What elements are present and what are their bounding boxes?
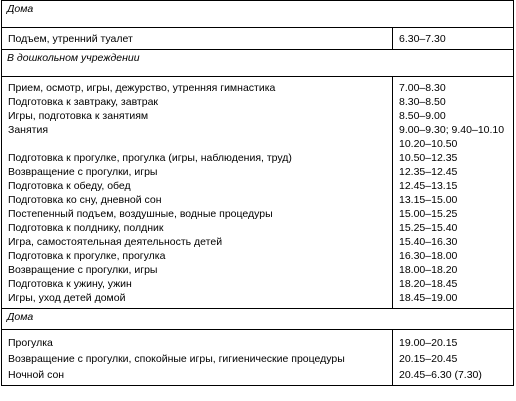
- table-row: [2, 151, 514, 165]
- table-row: [2, 350, 514, 366]
- activity-cell: Прием, осмотр, игры, дежурство, утренняя гимнастика: [2, 77, 393, 96]
- table-row: [2, 28, 514, 50]
- time-cell: 18.20–18.45: [393, 277, 514, 291]
- time-cell: 15.00–15.25: [393, 207, 514, 221]
- table-row: [2, 330, 514, 351]
- table-row: [2, 366, 514, 386]
- section-title-home-evening: Дома: [2, 309, 514, 330]
- activity-cell: Ночной сон: [2, 366, 393, 386]
- activity-cell: Возвращение с прогулки, игры: [2, 263, 393, 277]
- activity-cell: Прогулка: [2, 330, 393, 351]
- time-cell: 19.00–20.15: [393, 330, 514, 351]
- time-cell: 12.45–13.15: [393, 179, 514, 193]
- daily-schedule-table: [1, 0, 514, 386]
- activity-cell: Постепенный подъем, воздушные, водные процедуры: [2, 207, 393, 221]
- table-row: [2, 235, 514, 249]
- table-row: [2, 179, 514, 193]
- activity-cell: Возвращение с прогулки, спокойные игры, гигиенические процедуры: [2, 350, 393, 366]
- section-header-row: [2, 50, 514, 77]
- section-title-home-morning: Дома: [2, 1, 514, 28]
- table-row: [2, 291, 514, 309]
- time-cell: 6.30–7.30: [393, 28, 514, 50]
- table-row: [2, 263, 514, 277]
- table-row: [2, 77, 514, 96]
- table-row: [2, 165, 514, 179]
- section-title-preschool: В дошкольном учреждении: [2, 50, 514, 77]
- table-row: [2, 277, 514, 291]
- table-row: [2, 137, 514, 151]
- time-cell: 16.30–18.00: [393, 249, 514, 263]
- table-row: [2, 123, 514, 137]
- table-row: [2, 207, 514, 221]
- time-cell: 13.15–15.00: [393, 193, 514, 207]
- activity-cell: Игры, подготовка к занятиям: [2, 109, 393, 123]
- activity-cell: Подготовка к прогулке, прогулка (игры, наблюдения, труд): [2, 151, 393, 165]
- table-row: [2, 193, 514, 207]
- section-header-row: [2, 309, 514, 330]
- activity-cell: Подготовка к обеду, обед: [2, 179, 393, 193]
- time-cell: 10.50–12.35: [393, 151, 514, 165]
- activity-cell: Занятия: [2, 123, 393, 137]
- time-cell: 18.00–18.20: [393, 263, 514, 277]
- activity-cell: Подготовка к полднику, полдник: [2, 221, 393, 235]
- activity-cell: Подготовка к ужину, ужин: [2, 277, 393, 291]
- activity-cell: Возвращение с прогулки, игры: [2, 165, 393, 179]
- time-cell: 15.25–15.40: [393, 221, 514, 235]
- table-row: [2, 249, 514, 263]
- time-cell: 8.30–8.50: [393, 95, 514, 109]
- activity-cell: Подготовка ко сну, дневной сон: [2, 193, 393, 207]
- activity-cell: [2, 137, 393, 151]
- time-cell: 7.00–8.30: [393, 77, 514, 96]
- table-row: [2, 221, 514, 235]
- section-header-row: [2, 1, 514, 28]
- time-cell: 8.50–9.00: [393, 109, 514, 123]
- activity-cell: Подготовка к прогулке, прогулка: [2, 249, 393, 263]
- time-cell: 12.35–12.45: [393, 165, 514, 179]
- activity-cell: Подготовка к завтраку, завтрак: [2, 95, 393, 109]
- table-row: [2, 109, 514, 123]
- activity-cell: Игры, уход детей домой: [2, 291, 393, 309]
- time-cell: 18.45–19.00: [393, 291, 514, 309]
- time-cell: 9.00–9.30; 9.40–10.10: [393, 123, 514, 137]
- time-cell: 10.20–10.50: [393, 137, 514, 151]
- time-cell: 20.15–20.45: [393, 350, 514, 366]
- time-cell: 15.40–16.30: [393, 235, 514, 249]
- table-row: [2, 95, 514, 109]
- activity-cell: Игра, самостоятельная деятельность детей: [2, 235, 393, 249]
- time-cell: 20.45–6.30 (7.30): [393, 366, 514, 386]
- activity-cell: Подъем, утренний туалет: [2, 28, 393, 50]
